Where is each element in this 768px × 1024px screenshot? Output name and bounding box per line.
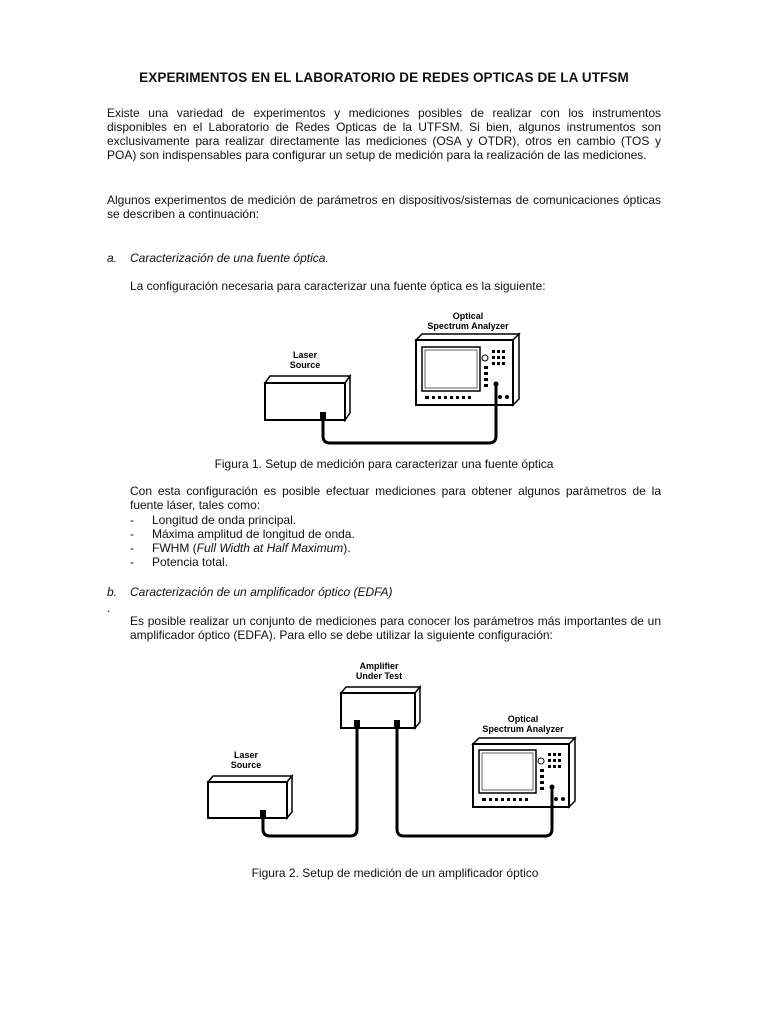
section-a-intro: La configuración necesaria para caracterizar una fuente óptica es la siguiente: bbox=[130, 279, 546, 293]
fig2-osa-label-1: Optical bbox=[507, 714, 539, 724]
figure-1-caption: Figura 1. Setup de medición para caracterizar una fuente óptica bbox=[214, 457, 554, 471]
figure-1-diagram bbox=[0, 300, 768, 450]
fig2-laser-source-icon bbox=[208, 776, 292, 818]
fig1-osa-label-2: Spectrum Analyzer bbox=[427, 321, 509, 331]
section-b-letter: b. bbox=[107, 585, 118, 599]
fig2-amplifier-icon bbox=[341, 687, 420, 728]
section-b-heading bbox=[107, 585, 607, 599]
fig1-spectrum-analyzer-icon bbox=[416, 334, 519, 405]
list-item: - Máxima amplitud de longitud de onda. bbox=[130, 527, 355, 541]
list-item: - Longitud de onda principal. bbox=[130, 513, 297, 527]
section-a-text-after: Con esta configuración es posible efectuar mediciones para obtener algunos parámetros de la fuente láser, tales como: bbox=[130, 484, 661, 512]
fig2-amp-label-2: Under Test bbox=[355, 671, 403, 681]
figure-2-caption: Figura 2. Setup de medición de un amplificador óptico bbox=[251, 866, 539, 880]
document-title: EXPERIMENTOS EN EL LABORATORIO DE REDES OPTICAS DE LA UTFSM bbox=[139, 70, 629, 85]
section-a-heading bbox=[107, 251, 607, 265]
list-item: - Potencia total. bbox=[130, 555, 229, 569]
section-b-title: Caracterización de un amplificador óptico (EDFA) bbox=[130, 585, 393, 599]
stray-mark: . bbox=[107, 601, 111, 615]
fig2-amp-label-1: Amplifier bbox=[359, 661, 399, 671]
fig1-laser-label-1: Laser bbox=[292, 350, 318, 360]
fig1-laser-source-icon bbox=[265, 376, 350, 420]
fig1-laser-label-2: Source bbox=[289, 360, 321, 370]
fig2-osa-label-2: Spectrum Analyzer bbox=[482, 724, 564, 734]
section-b-intro: Es posible realizar un conjunto de mediciones para conocer los parámetros más importantes de un amplificador óptico (EDFA). Para ello se debe utilizar la siguiente configuración: bbox=[130, 614, 661, 642]
fig2-laser-label-2: Source bbox=[230, 760, 262, 770]
parameters-list bbox=[130, 513, 355, 569]
fig2-laser-label-1: Laser bbox=[233, 750, 259, 760]
section-a-title: Caracterización de una fuente óptica. bbox=[130, 251, 329, 265]
list-item: - FWHM (Full Width at Half Maximum). bbox=[130, 541, 351, 555]
fig1-osa-label-1: Optical bbox=[452, 311, 484, 321]
fig2-spectrum-analyzer-icon bbox=[473, 738, 575, 807]
intro-paragraph: Existe una variedad de experimentos y mediciones posibles de realizar con los instrumentos disponibles en el Laboratorio de Redes Opticas de la UTFSM. Si bien, algunos instrumentos son exclusivamente para realizar directamente las mediciones (OSA y OTDR), otros en cambio (TOS y POA) son indispensables para configurar un setup de medición para la realización de las mediciones. bbox=[107, 106, 661, 162]
experiments-paragraph: Algunos experimentos de medición de parámetros en dispositivos/sistemas de comunicaciones ópticas se describen a continuación: bbox=[107, 193, 661, 221]
section-a-letter: a. bbox=[107, 251, 118, 265]
figure-2-diagram bbox=[0, 655, 768, 850]
